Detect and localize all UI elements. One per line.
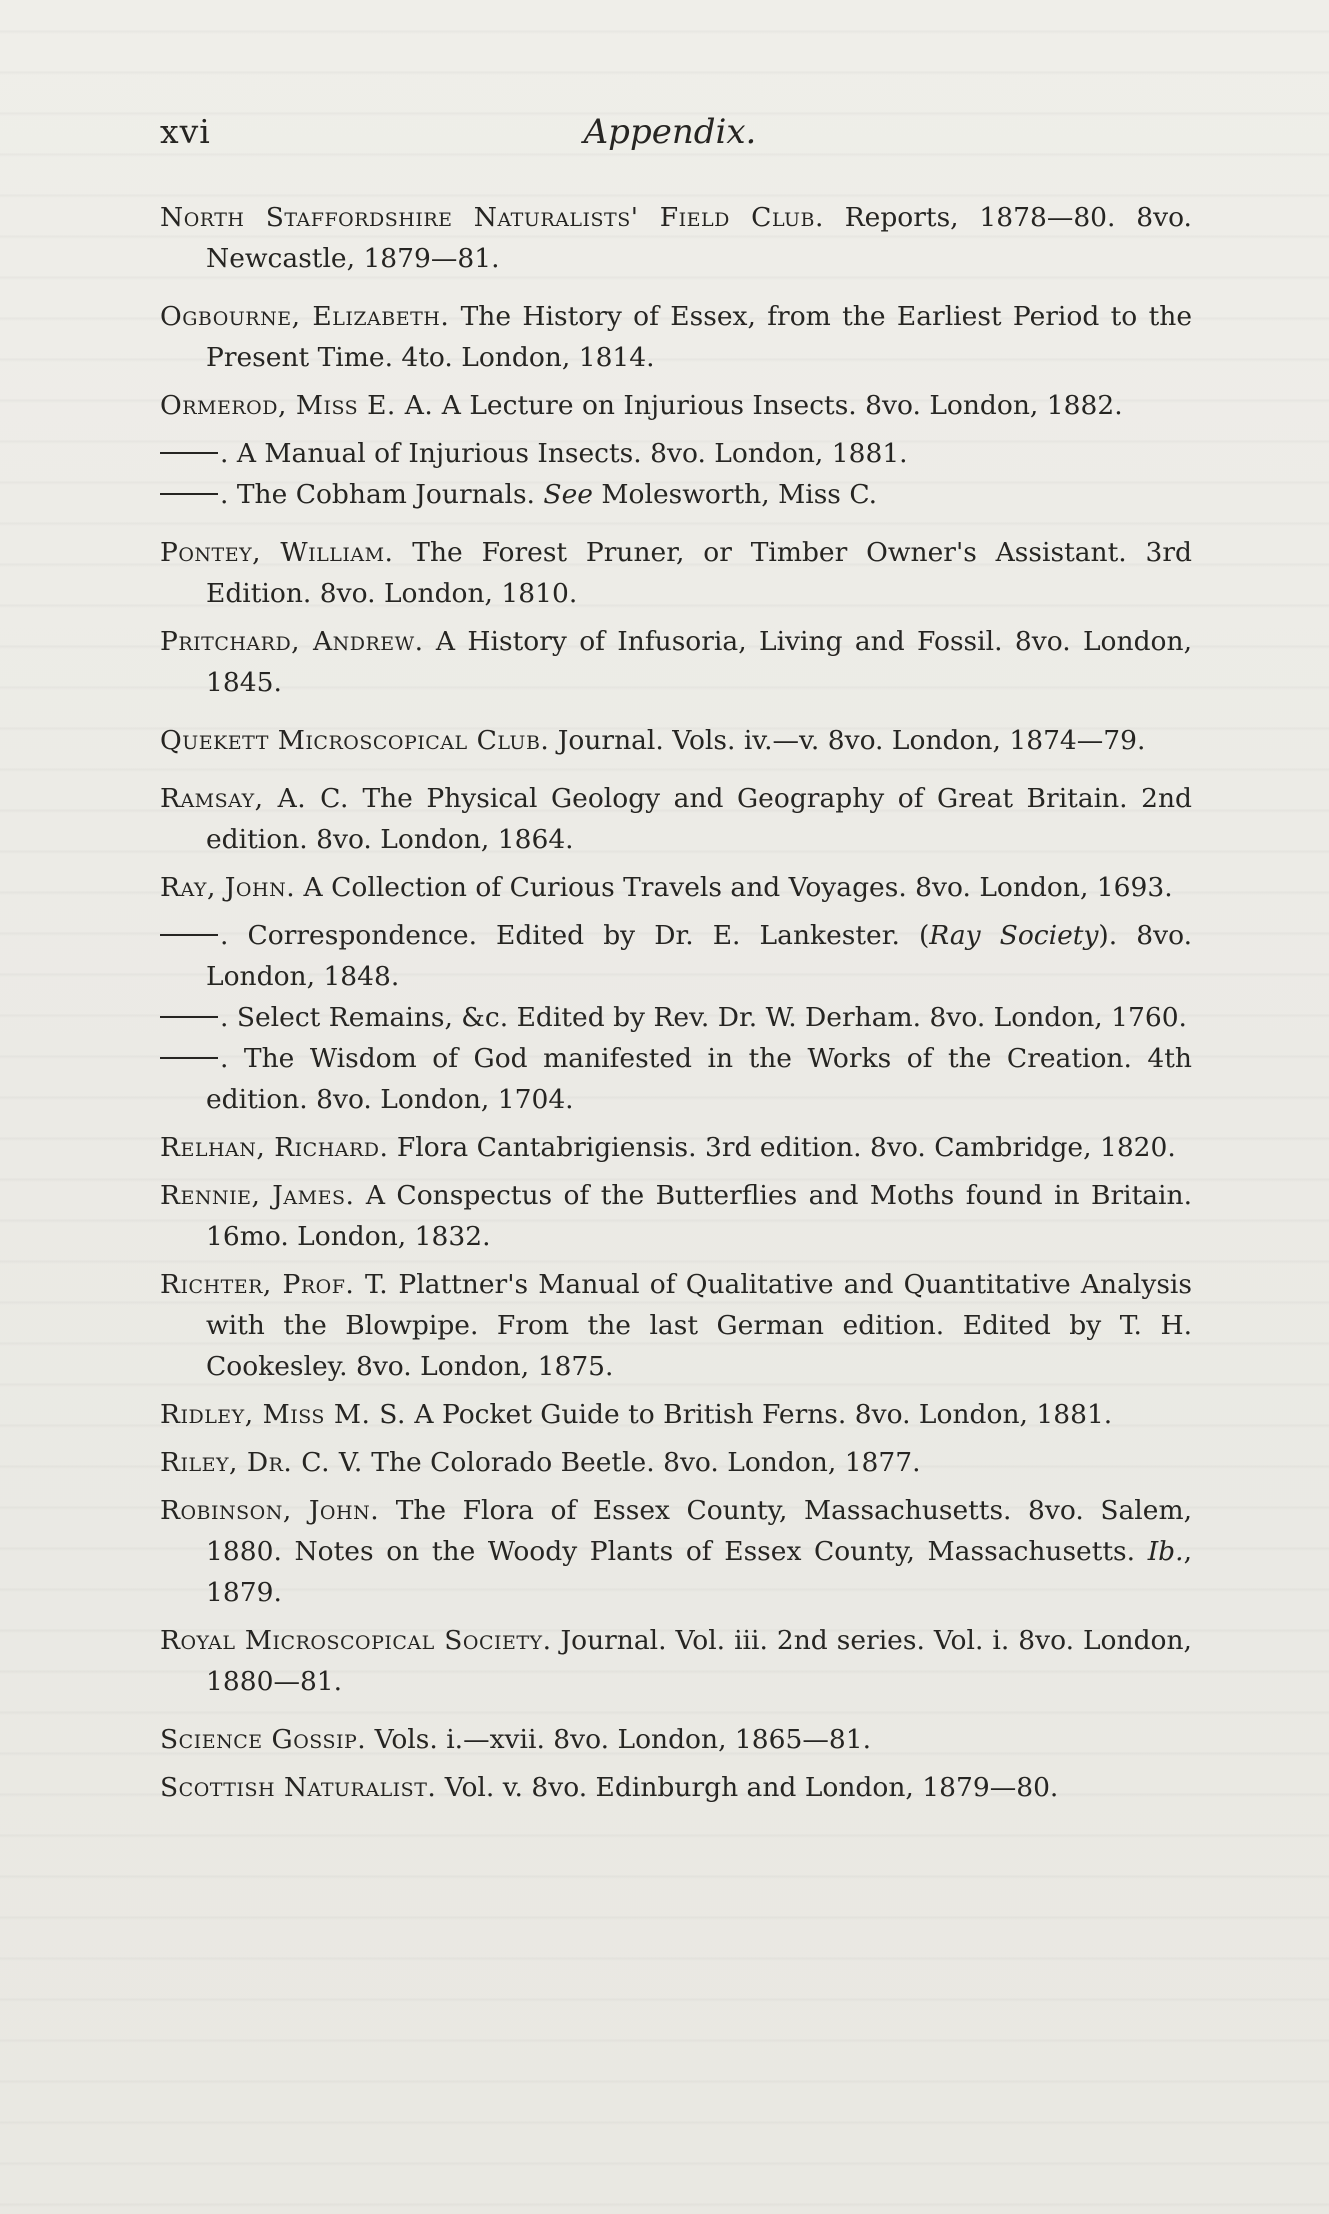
- entry-text: The Physical Geology and Geography of Great Britain. 2nd edition. 8vo. London, 1864.: [206, 783, 1192, 855]
- entry-text: The Flora of Essex County, Massachusetts. 8vo. Salem, 1880. Notes on the Woody Plants of Essex County, Massachusetts.: [206, 1495, 1192, 1567]
- entry-text: The Colorado Beetle. 8vo. London, 1877.: [362, 1447, 921, 1478]
- bibliography-entry: [160, 1490, 1192, 1613]
- ditto-dash: [160, 1016, 218, 1018]
- entry-text: Journal. Vols. iv.—v. 8vo. London, 1874—79.: [549, 725, 1146, 756]
- bibliography-entry: [160, 621, 1192, 703]
- entry-author: Robinson, John.: [160, 1495, 380, 1526]
- bibliography-entry-continuation: [160, 915, 1192, 997]
- entry-text: . The Cobham Journals.: [220, 479, 544, 510]
- series-name: Ray Society: [929, 920, 1099, 951]
- ditto-dash: [160, 1057, 218, 1059]
- entry-text: Reports, 1878—80. 8vo. Newcastle, 1879—81.: [206, 202, 1192, 274]
- bibliography-entry: [160, 1767, 1192, 1808]
- page-number: xvi: [160, 112, 211, 151]
- bibliography-entry-continuation: [160, 1038, 1192, 1120]
- entry-text: A History of Infusoria, Living and Fossil. 8vo. London, 1845.: [206, 626, 1192, 698]
- entry-author: Relhan, Richard.: [160, 1132, 389, 1163]
- entry-author: Quekett Microscopical Club.: [160, 725, 550, 756]
- entry-author: Scottish Naturalist.: [160, 1772, 437, 1803]
- bibliography-entry: [160, 1264, 1192, 1387]
- see-reference: See: [543, 479, 593, 510]
- bibliography-entry: [160, 532, 1192, 614]
- entry-author: Ramsay, A. C.: [160, 783, 349, 814]
- entry-author: Pontey, William.: [160, 537, 394, 568]
- entry-text: Molesworth, Miss C.: [592, 479, 878, 510]
- entry-text: . Select Remains, &c. Edited by Rev. Dr. W. Derham. 8vo. London, 1760.: [220, 1002, 1187, 1033]
- entry-text: Plattner's Manual of Qualitative and Quantitative Analysis with the Blowpipe. From the last German edition. Edited by T. H. Cookesley. 8vo. London, 1875.: [206, 1269, 1192, 1382]
- entry-text: The History of Essex, from the Earliest Period to the Present Time. 4to. London, 1814.: [206, 301, 1193, 373]
- entry-author: Pritchard, Andrew.: [160, 626, 424, 657]
- ditto-dash: [160, 493, 218, 495]
- entry-author: Riley, Dr. C. V.: [160, 1447, 363, 1478]
- bibliography-entry: [160, 1442, 1192, 1483]
- entry-author: Richter, Prof. T.: [160, 1269, 389, 1300]
- entry-text: Flora Cantabrigiensis. 3rd edition. 8vo. Cambridge, 1820.: [388, 1132, 1176, 1163]
- entry-author: Royal Microscopical Society.: [160, 1625, 552, 1656]
- entry-author: Ridley, Miss M. S.: [160, 1399, 406, 1430]
- bibliography-entry: [160, 1394, 1192, 1435]
- bibliography-entry: [160, 867, 1192, 908]
- bibliography-entry: [160, 1719, 1192, 1760]
- running-title: Appendix.: [583, 112, 757, 152]
- ibid-reference: Ib.: [1147, 1536, 1184, 1567]
- entry-author: Ogbourne, Elizabeth.: [160, 301, 450, 332]
- entry-text: The Forest Pruner, or Timber Owner's Assistant. 3rd Edition. 8vo. London, 1810.: [206, 537, 1193, 609]
- bibliography-list: [160, 197, 1192, 1808]
- bibliography-entry: [160, 197, 1192, 279]
- ditto-dash: [160, 934, 218, 936]
- entry-text: Vols. i.—xvii. 8vo. London, 1865—81.: [366, 1724, 872, 1755]
- entry-text: . Correspondence. Edited by Dr. E. Lankester. (: [220, 920, 930, 951]
- entry-author: Rennie, James.: [160, 1180, 355, 1211]
- page-header: [160, 112, 1180, 162]
- entry-text: A Lecture on Injurious Insects. 8vo. London, 1882.: [433, 390, 1123, 421]
- entry-text: Journal. Vol. iii. 2nd series. Vol. i. 8vo. London, 1880—81.: [206, 1625, 1192, 1697]
- bibliography-entry: [160, 385, 1192, 426]
- bibliography-entry: [160, 1175, 1192, 1257]
- bibliography-entry: [160, 296, 1192, 378]
- entry-author: North Staffordshire Naturalists' Field Club.: [160, 202, 824, 233]
- bibliography-entry-continuation: [160, 474, 1192, 515]
- bibliography-entry: [160, 1127, 1192, 1168]
- entry-text: A Collection of Curious Travels and Voyages. 8vo. London, 1693.: [295, 872, 1173, 903]
- entry-text: A Pocket Guide to British Ferns. 8vo. London, 1881.: [405, 1399, 1113, 1430]
- entry-text: A Conspectus of the Butterflies and Moths found in Britain. 16mo. London, 1832.: [206, 1180, 1193, 1252]
- entry-text: , 1879.: [206, 1536, 1192, 1608]
- entry-text: . The Wisdom of God manifested in the Works of the Creation. 4th edition. 8vo. London, 1704.: [206, 1043, 1192, 1115]
- entry-author: Science Gossip.: [160, 1724, 367, 1755]
- bibliography-entry: [160, 720, 1192, 761]
- ditto-dash: [160, 452, 218, 454]
- entry-text: Vol. v. 8vo. Edinburgh and London, 1879—80.: [436, 1772, 1059, 1803]
- bibliography-entry: [160, 778, 1192, 860]
- bibliography-entry-continuation: [160, 433, 1192, 474]
- entry-text: ). 8vo. London, 1848.: [206, 920, 1192, 992]
- bibliography-entry-continuation: [160, 997, 1192, 1038]
- entry-author: Ray, John.: [160, 872, 296, 903]
- bibliography-entry: [160, 1620, 1192, 1702]
- entry-author: Ormerod, Miss E. A.: [160, 390, 434, 421]
- entry-text: . A Manual of Injurious Insects. 8vo. London, 1881.: [220, 438, 908, 469]
